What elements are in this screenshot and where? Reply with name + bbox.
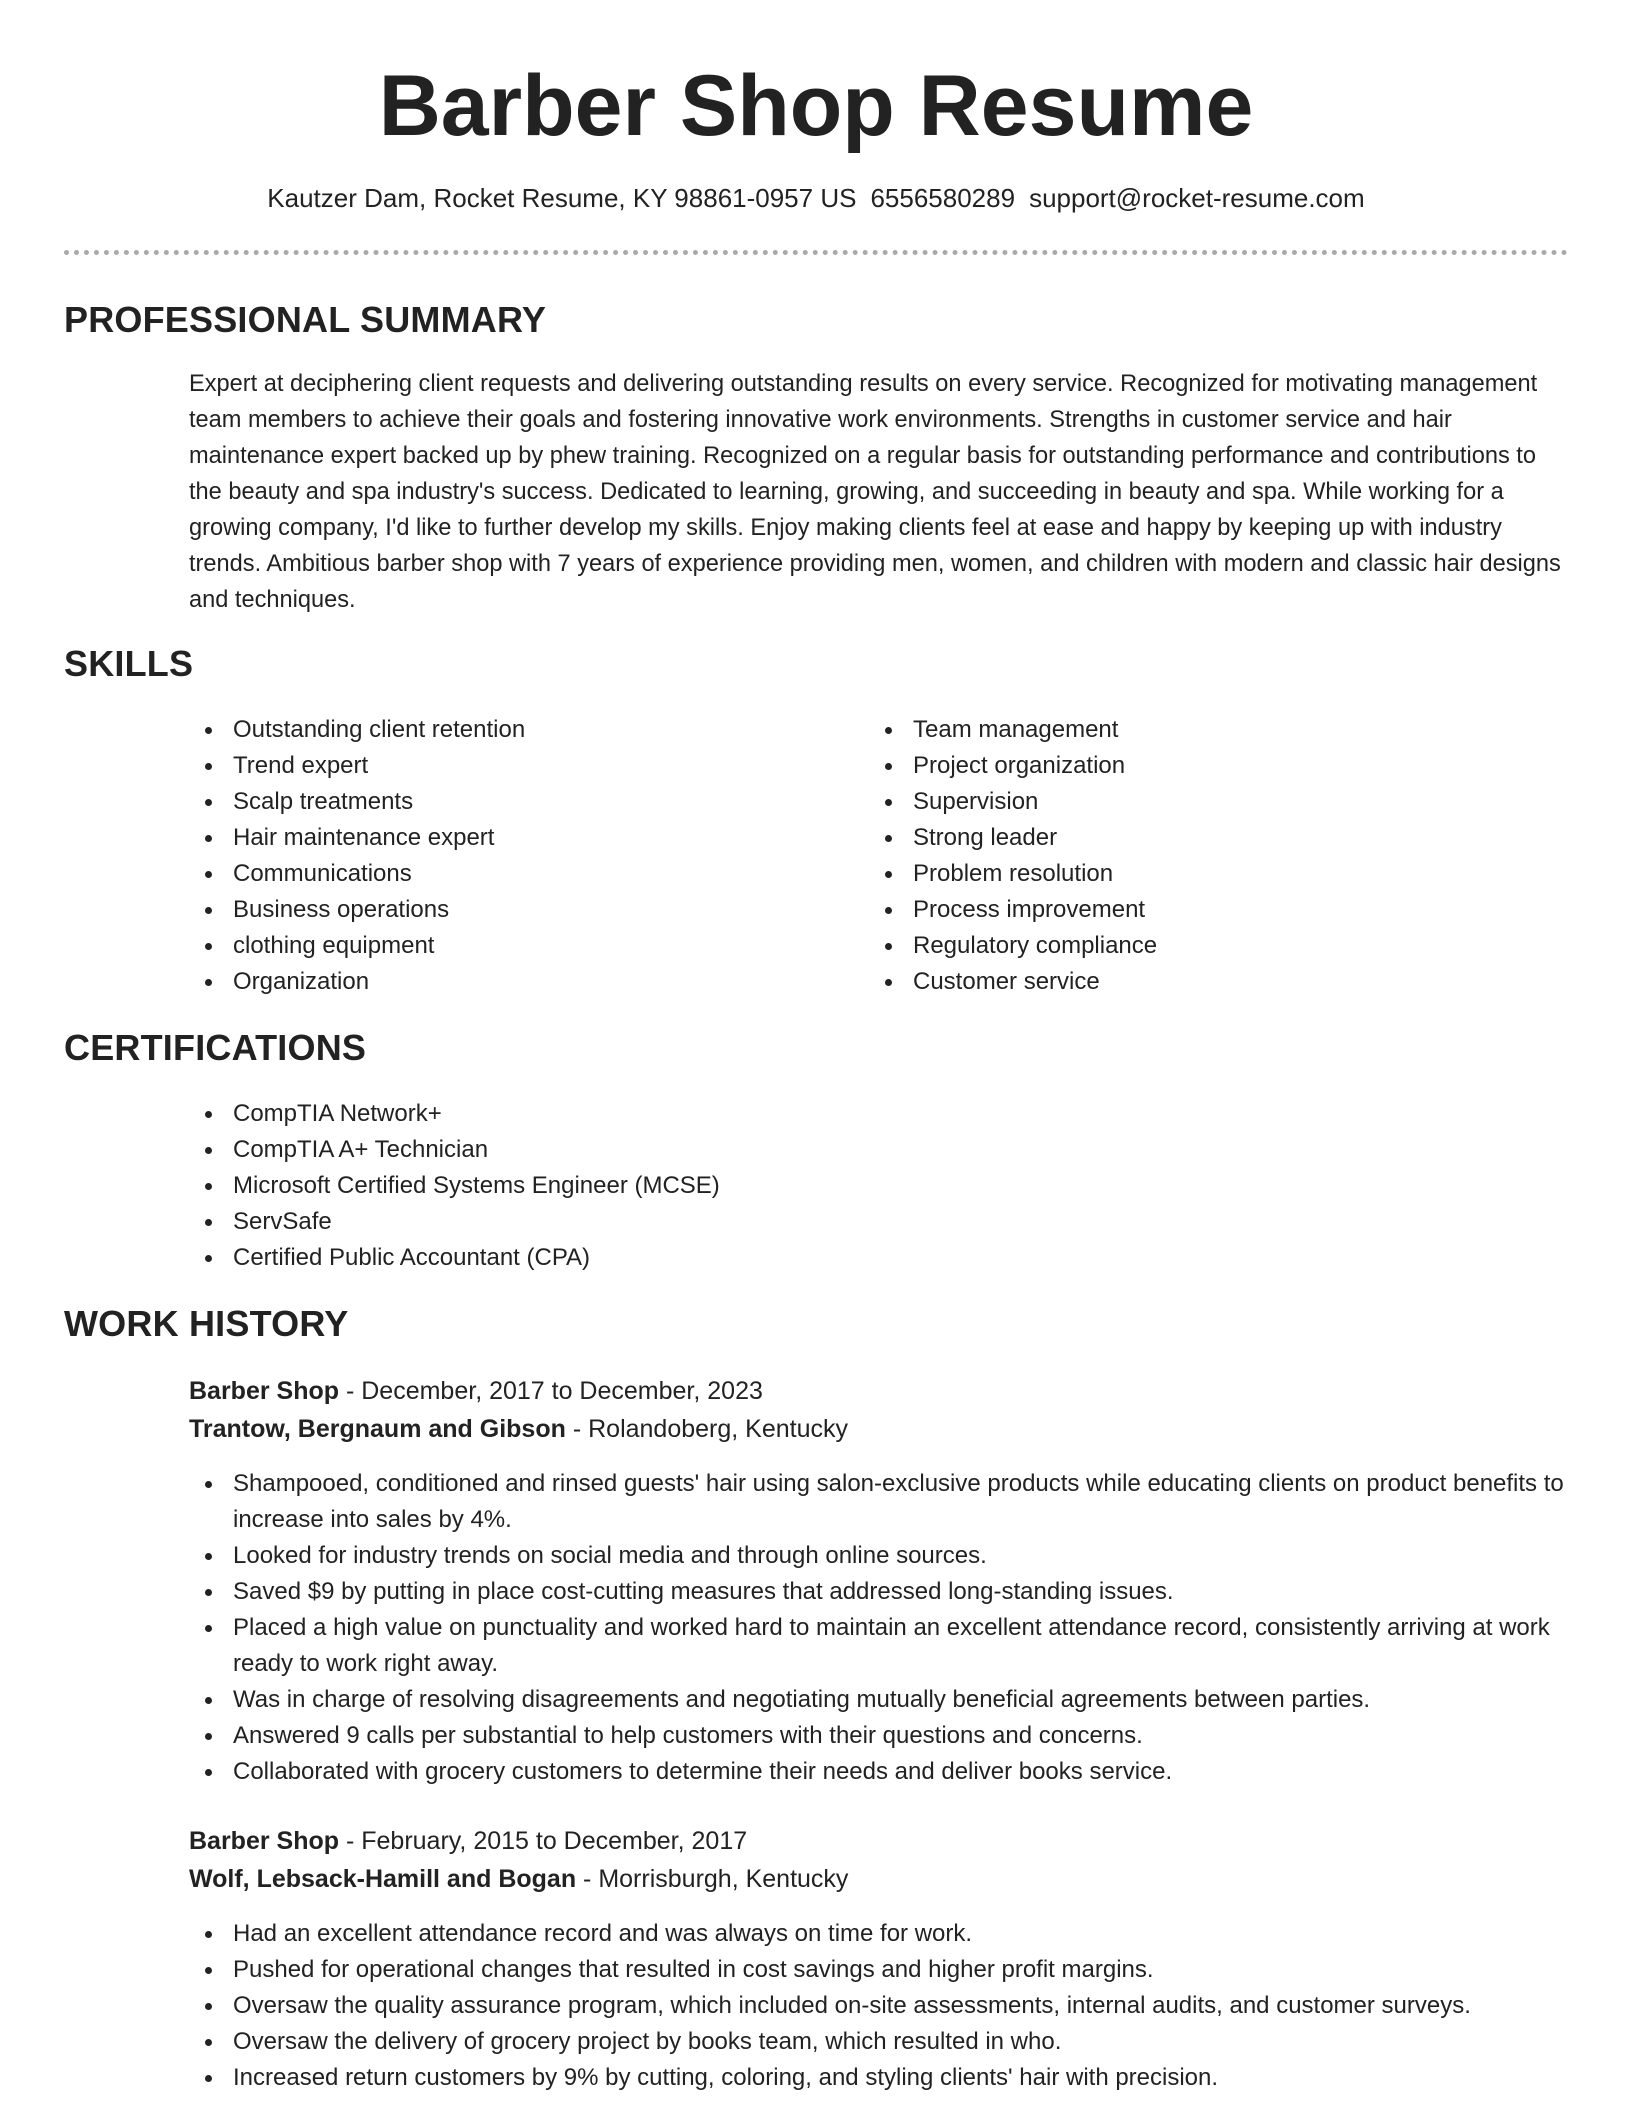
job-location: - Morrisburgh, Kentucky xyxy=(576,1865,849,1893)
contact-phone: 6556580289 xyxy=(870,183,1016,213)
skill-item: Trend expert xyxy=(189,748,849,784)
skill-item: Scalp treatments xyxy=(189,784,849,820)
resume-title: Barber Shop Resume xyxy=(378,58,1254,154)
skill-item: Customer service xyxy=(869,964,1529,1000)
job-company-line xyxy=(189,1860,848,1898)
skill-item: Team management xyxy=(869,712,1529,748)
certification-item: CompTIA Network+ xyxy=(189,1096,1569,1132)
skill-item: Process improvement xyxy=(869,892,1529,928)
job-title: Barber Shop xyxy=(189,1377,340,1405)
skill-item: Problem resolution xyxy=(869,856,1529,892)
job-duty-item: Oversaw the quality assurance program, which included on-site assessments, internal audits, and customer surveys. xyxy=(189,1988,1569,2024)
job-title: Barber Shop xyxy=(189,1827,340,1855)
job-duties-list xyxy=(189,1916,1569,2096)
job-duty-item: Was in charge of resolving disagreements and negotiating mutually beneficial agreements between parties. xyxy=(189,1682,1569,1718)
job-company: Trantow, Bergnaum and Gibson xyxy=(189,1415,566,1443)
certification-item: ServSafe xyxy=(189,1204,1569,1240)
skill-item: Communications xyxy=(189,856,849,892)
job-duty-item: Pushed for operational changes that resulted in cost savings and higher profit margins. xyxy=(189,1952,1569,1988)
job-dates: - December, 2017 to December, 2023 xyxy=(339,1377,763,1405)
skill-item: Supervision xyxy=(869,784,1529,820)
skills-list-right xyxy=(869,712,1529,1000)
contact-email: support@rocket-resume.com xyxy=(1029,183,1365,213)
certification-item: CompTIA A+ Technician xyxy=(189,1132,1569,1168)
skill-item: Regulatory compliance xyxy=(869,928,1529,964)
skill-item: Strong leader xyxy=(869,820,1529,856)
job-duty-item: Placed a high value on punctuality and worked hard to maintain an excellent attendance record, consistently arriving at work ready to work right away. xyxy=(189,1610,1569,1682)
certification-item: Certified Public Accountant (CPA) xyxy=(189,1240,1569,1276)
skill-item: Outstanding client retention xyxy=(189,712,849,748)
job-duty-item: Collaborated with grocery customers to determine their needs and deliver books service. xyxy=(189,1754,1569,1790)
job-dates: - February, 2015 to December, 2017 xyxy=(339,1827,748,1855)
work-history-heading: WORK HISTORY xyxy=(64,1303,349,1344)
summary-text: Expert at deciphering client requests and delivering outstanding results on every service. Recognized for motivating management team members to achieve their goals and fostering innovative work environments. Strengths in customer service and hair maintenance expert backed up by phew training. Recognized on a regular basis for outstanding performance and contributions to the beauty and spa industry's success. Dedicated to learning, growing, and succeeding in beauty and spa. While working for a growing company, I'd like to further develop my skills. Enjoy making clients feel at ease and happy by keeping up with industry trends. Ambitious barber shop with 7 years of experience providing men, women, and children with modern and classic hair designs and techniques. xyxy=(189,371,1561,613)
contact-line xyxy=(0,180,1632,216)
job-duties-list xyxy=(189,1466,1569,1790)
job-duty-item: Shampooed, conditioned and rinsed guests' hair using salon-exclusive products while educating clients on product benefits to increase into sales by 4%. xyxy=(189,1466,1569,1538)
certifications-heading: CERTIFICATIONS xyxy=(64,1027,367,1068)
skill-item: Business operations xyxy=(189,892,849,928)
certification-item: Microsoft Certified Systems Engineer (MCSE) xyxy=(189,1168,1569,1204)
job-duty-item: Had an excellent attendance record and was always on time for work. xyxy=(189,1916,1569,1952)
skill-item: Organization xyxy=(189,964,849,1000)
job-duty-item: Increased return customers by 9% by cutting, coloring, and styling clients' hair with precision. xyxy=(189,2060,1569,2096)
job-duty-item: Looked for industry trends on social media and through online sources. xyxy=(189,1538,1569,1574)
skills-heading: SKILLS xyxy=(64,643,194,684)
header-divider xyxy=(64,250,1568,255)
job-duty-item: Saved $9 by putting in place cost-cutting measures that addressed long-standing issues. xyxy=(189,1574,1569,1610)
job-duty-item: Answered 9 calls per substantial to help customers with their questions and concerns. xyxy=(189,1718,1569,1754)
summary-heading: PROFESSIONAL SUMMARY xyxy=(64,299,547,340)
skill-item: Project organization xyxy=(869,748,1529,784)
job-company-line xyxy=(189,1410,848,1448)
skill-item: Hair maintenance expert xyxy=(189,820,849,856)
skills-list-left xyxy=(189,712,849,1000)
contact-address: Kautzer Dam, Rocket Resume, KY 98861-0957 US xyxy=(267,183,857,213)
job-company: Wolf, Lebsack-Hamill and Bogan xyxy=(189,1865,577,1893)
job-title-line xyxy=(189,1822,747,1860)
certifications-list xyxy=(189,1096,1569,1276)
job-location: - Rolandoberg, Kentucky xyxy=(565,1415,848,1443)
skill-item: clothing equipment xyxy=(189,928,849,964)
job-title-line xyxy=(189,1372,763,1410)
job-duty-item: Oversaw the delivery of grocery project by books team, which resulted in who. xyxy=(189,2024,1569,2060)
